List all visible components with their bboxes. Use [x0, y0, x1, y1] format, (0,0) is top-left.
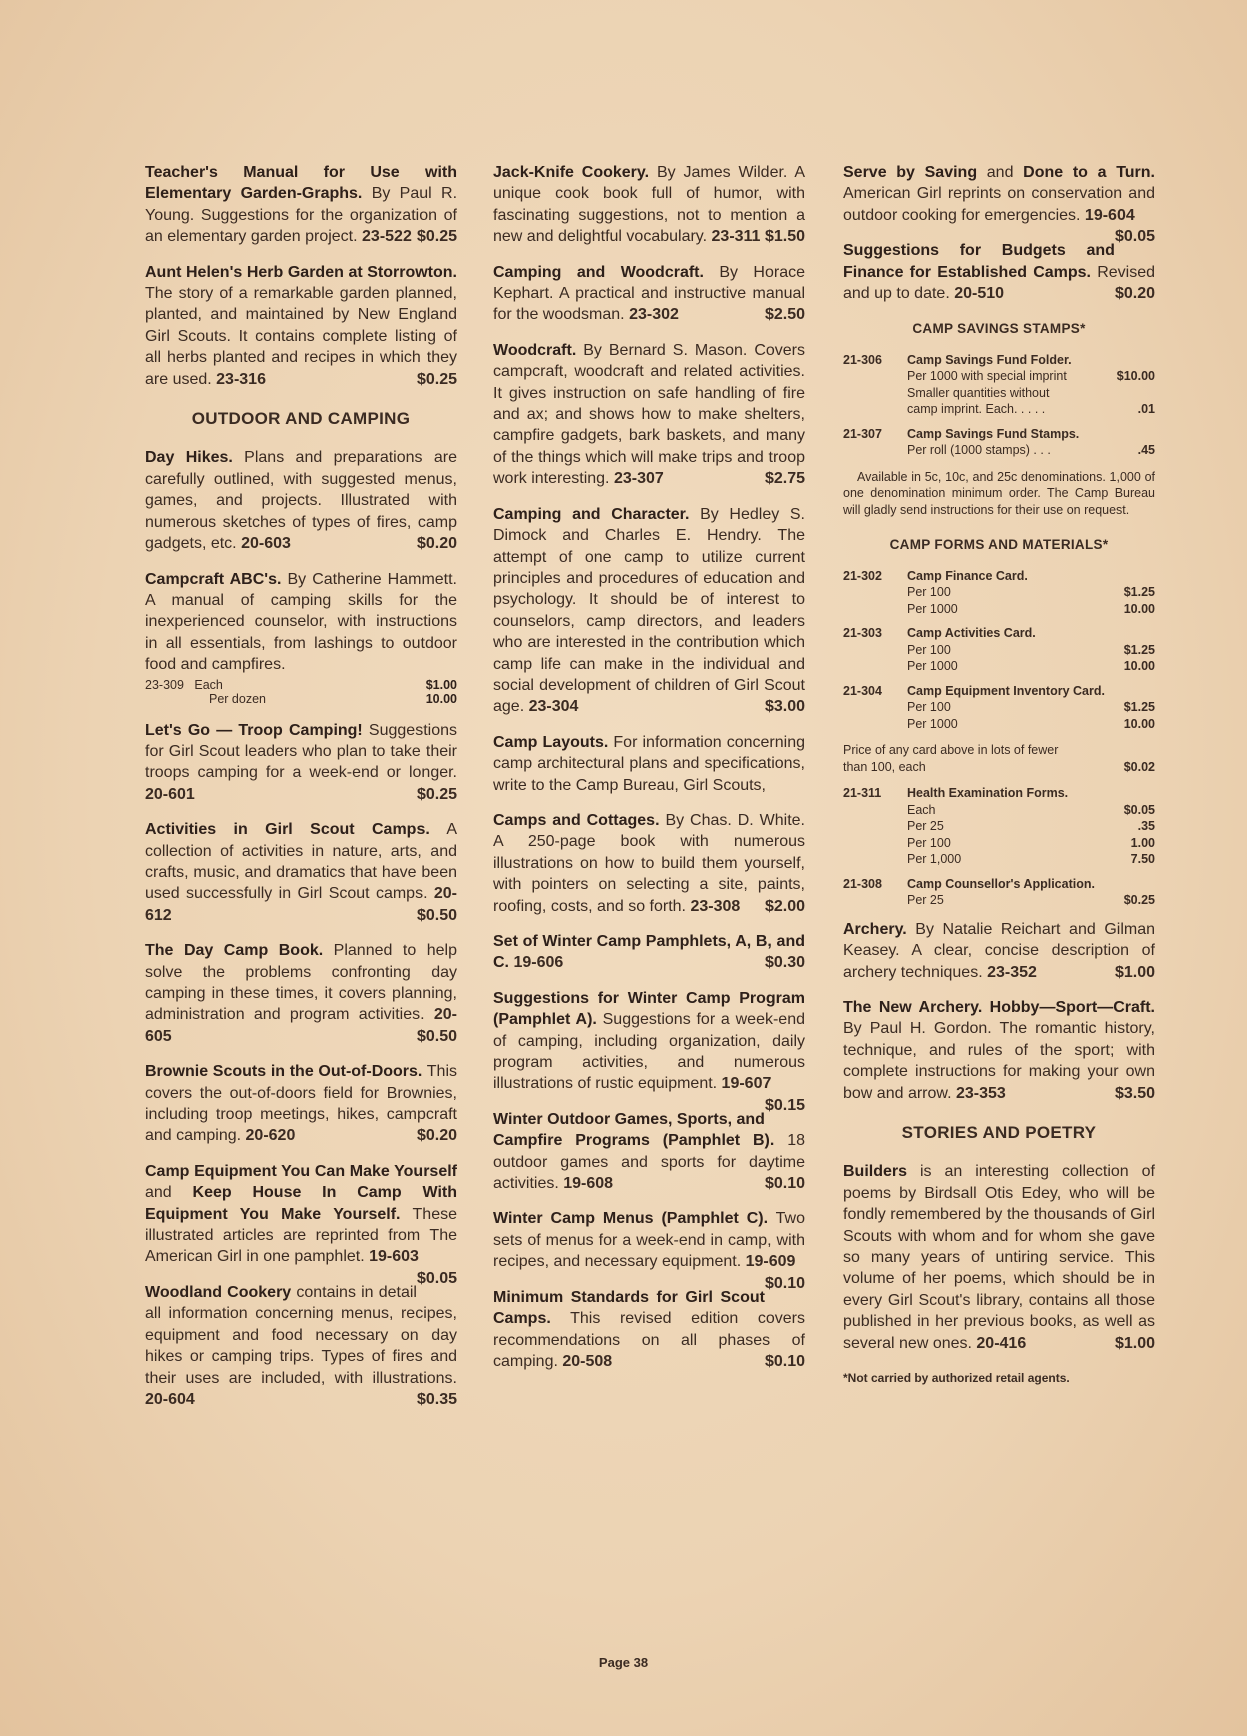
price-value: $10.00 [1116, 369, 1155, 384]
section-heading: CAMP SAVINGS STAMPS* [912, 321, 1086, 337]
price-list-title [843, 568, 1155, 585]
catalog-entry [493, 1208, 806, 1292]
entry-code: 23-353 [955, 1084, 1006, 1102]
price-row [843, 892, 1155, 909]
price-value: 10.00 [1123, 659, 1155, 674]
price-label: Per 1,000 [907, 852, 962, 867]
lot-price-value: $0.02 [1123, 759, 1155, 774]
price-label: camp imprint. Each. . . . . [907, 402, 1046, 417]
price-value: .01 [1137, 402, 1155, 417]
price-list-title [843, 625, 1155, 642]
entry-code: 23-311 [711, 228, 761, 246]
entry-description: Two sets of menus for a week-end in camp, with recipes, and necessary equipment. [493, 1210, 806, 1271]
price-value: $1.25 [1123, 585, 1155, 600]
entry-title: Keep House In Camp With Equipment You Make Yourself. [145, 1184, 457, 1223]
price-label: Per 100 [907, 642, 951, 657]
entry-code: 19-609 [745, 1253, 796, 1271]
entry-description: By Bernard S. Mason. Covers campcraft, woodcraft and related activities. It gives instruction on safe handling of fire and ax; and shows how to make shelters, campfire gadgets, bark baskets, and many of the things which will make trips and troop work interesting. [493, 341, 805, 488]
entry-title: Woodcraft. [493, 341, 577, 359]
entry-price: $1.00 [1114, 963, 1155, 981]
price-label: Per roll (1000 stamps) . . . [907, 443, 1051, 458]
footnote: *Not carried by authorized retail agents. [843, 1371, 1070, 1386]
entry-price: $3.50 [1114, 1084, 1155, 1102]
price-value: .35 [1137, 819, 1155, 834]
option-label: Per dozen [209, 691, 266, 706]
entry-code: 20-605 [145, 1006, 457, 1045]
item-title: Camp Equipment Inventory Card. [907, 683, 1105, 698]
price-value: $1.25 [1123, 700, 1155, 715]
price-row [843, 584, 1155, 601]
entry-title: Serve by Saving [843, 164, 978, 181]
entry-description: By Paul R. Young. Suggestions for the organization of an elementary garden project. [145, 185, 458, 246]
entry-title: Activities in Girl Scout Camps. [145, 821, 430, 839]
price-value: 1.00 [1130, 835, 1155, 850]
catalog-entry [145, 819, 457, 926]
entry-code: 19-608 [563, 1175, 614, 1193]
entry-price: $0.25 [416, 228, 457, 246]
entry-code: 19-604 [1084, 206, 1135, 224]
price-list-title [843, 785, 1155, 802]
entry-price: $0.25 [416, 785, 457, 803]
catalog-entry [843, 162, 1155, 246]
catalog-entry [493, 1109, 805, 1195]
price-list-group [843, 683, 1155, 733]
entry-description: This covers the out-of-doors field for Brownies, including troop meetings, hikes, campcraft and camping. [145, 1063, 457, 1145]
catalog-entry [493, 931, 805, 974]
entry-title: Aunt Helen's Herb Garden at Storrowton. [145, 263, 457, 281]
catalog-entry [493, 732, 805, 796]
catalog-entry [493, 988, 805, 1114]
item-title: Camp Counsellor's Application. [907, 876, 1095, 891]
entry-description: Plans and preparations are carefully outlined, with suggested menus, games, and projects. Illustrated with numerous sketches of types of fires, camp gadgets, etc. [145, 449, 458, 553]
price-value: 10.00 [1123, 716, 1155, 731]
item-code: 21-307 [843, 426, 882, 441]
price-label: Per 100 [907, 585, 951, 600]
entry-title: Winter Outdoor Games, Sports, and Campfire Programs (Pamphlet B). [493, 1110, 775, 1150]
entry-description: is an interesting collection of poems by Birdsall Otis Edey, who will be fondly remembered by the thousands of Girl Scouts with whom and for whom she gave so many years of untiring service. This volume of her poems, which should be in every Girl Scout's library, contains all those published in her previous books, as well as several new ones. [843, 1163, 1155, 1352]
price-list-group [843, 785, 1155, 868]
entry-title: Brownie Scouts in the Out-of-Doors. [145, 1063, 423, 1081]
entry-title: Suggestions for Budgets and Finance for Established Camps. [843, 242, 1115, 281]
price-option-row [145, 678, 457, 692]
price-value: .45 [1137, 443, 1155, 458]
entry-description: Suggestions for a week-end of camping, including organization, daily program activities, and numerous illustrations of rustic equipment. [493, 1011, 805, 1093]
entry-title: Camp Equipment You Can Make Yourself [145, 1162, 457, 1180]
price-label: Per 1000 [907, 601, 958, 616]
entry-description: By Natalie Reichart and Gilman Keasey. A clear, concise description of archery techniques. [843, 920, 1155, 981]
entry-code: 19-607 [721, 1075, 772, 1093]
price-label: Per 25 [907, 893, 944, 908]
entry-code: 20-510 [954, 285, 1005, 303]
entry-code: 19-606 [513, 954, 564, 972]
entry-description: and [977, 164, 1024, 181]
catalog-entry [145, 720, 457, 806]
item-title: Camp Activities Card. [907, 626, 1036, 641]
entry-description: By Horace Kephart. A practical and instructive manual for the woodsman. [493, 263, 805, 324]
entry-price: $3.00 [764, 698, 805, 716]
price-option-row [145, 692, 457, 706]
option-label-text: Each [194, 677, 223, 692]
section-heading: STORIES AND POETRY [901, 1123, 1097, 1142]
entry-code: 19-603 [369, 1248, 419, 1266]
entry-title: Done to a Turn. [1023, 164, 1155, 181]
entry-price: $2.50 [764, 306, 805, 324]
entry-title: Camping and Woodcraft. [493, 263, 704, 281]
entry-title: Woodland Cookery [145, 1283, 292, 1301]
entry-code: 20-508 [562, 1352, 613, 1370]
catalog-entry [145, 162, 457, 248]
catalog-entry [843, 919, 1155, 983]
entry-description: and [145, 1184, 193, 1202]
price-list-group [843, 352, 1155, 418]
entry-code: 23-307 [613, 470, 664, 488]
catalog-entry [145, 1161, 457, 1287]
entry-description: These illustrated articles are reprinted from The American Girl in one pamphlet. [145, 1205, 457, 1266]
price-row [843, 802, 1155, 819]
entry-title: Day Hikes. [145, 449, 233, 467]
entry-description: By Chas. D. White. A 250-page book with numerous illustrations on how to build them yourself, with pointers on selecting a site, paints, roofing, costs, and so forth. [493, 811, 805, 915]
entry-title: The New Archery. Hobby—Sport—Craft. [843, 998, 1155, 1016]
catalog-entry [145, 1282, 457, 1410]
lot-price-note [843, 742, 1155, 775]
entry-description: Planned to help solve the problems confronting day camping in these times, it covers planning, administration and program activities. [145, 942, 457, 1024]
entry-price: $1.00 [1114, 1334, 1155, 1352]
item-code: 21-311 [843, 786, 882, 801]
price-label: Per 25 [907, 819, 944, 834]
entry-price: $0.05 [416, 1269, 457, 1287]
catalog-entry [145, 569, 457, 706]
price-row [843, 835, 1155, 852]
catalog-entry [493, 162, 805, 248]
item-title: Camp Finance Card. [907, 568, 1028, 583]
price-list [843, 785, 1155, 909]
catalog-entry [843, 240, 1155, 304]
catalog-entry [493, 1287, 805, 1373]
price-row [843, 385, 1155, 402]
price-row [843, 699, 1155, 716]
entry-description: A collection of activities in nature, arts, and crafts, music, and dramatics that have been used successfully in Girl Scout camps. [145, 821, 457, 903]
price-list-group [843, 426, 1155, 459]
item-code: 21-308 [843, 876, 882, 891]
entry-price: $0.35 [416, 1390, 457, 1408]
item-title: Camp Savings Fund Stamps. [907, 426, 1080, 441]
catalog-entry [145, 447, 457, 554]
price-row [843, 642, 1155, 659]
entry-code: 23-309 [145, 677, 184, 692]
catalog-entry [843, 997, 1155, 1104]
price-value: $1.25 [1123, 642, 1155, 657]
entry-description: American Girl reprints on conservation and outdoor cooking for emergencies. [843, 185, 1155, 224]
entry-price: $0.50 [416, 1027, 457, 1045]
page-number: Page 38 [598, 1655, 649, 1670]
entry-code: 23-522 [362, 228, 412, 246]
entry-title: Teacher's Manual for Use with Elementary Garden-Graphs. [145, 164, 457, 203]
entry-price: $2.75 [764, 470, 805, 488]
entry-code: 23-304 [528, 698, 579, 716]
catalog-entry [145, 940, 457, 1047]
column-middle [493, 162, 805, 1386]
price-list-group [843, 568, 1155, 618]
price-label: Each [907, 802, 936, 817]
price-list [843, 568, 1155, 733]
price-row [843, 442, 1155, 459]
entry-code: 23-302 [629, 306, 679, 324]
entry-code: 20-416 [976, 1334, 1027, 1352]
price-row [843, 818, 1155, 835]
entry-title: Camps and Cottages. [493, 811, 660, 829]
entry-description: contains in detail all information concerning menus, recipes, equipment and food necessary on day hikes or camping trips. Types of fires and their uses are included, with illustrations. [145, 1283, 457, 1387]
entry-description: By Catherine Hammett. A manual of camping skills for the inexperienced counselor, with instructions in all essentials, from lashings to outdoor food and campfires. [145, 570, 457, 674]
price-value: $0.25 [1123, 893, 1155, 908]
entry-description: Suggestions for Girl Scout leaders who plan to take their troops camping for a week-end or longer. [145, 721, 457, 782]
item-title: Camp Savings Fund Folder. [907, 352, 1072, 367]
catalog-entry [493, 810, 805, 917]
catalog-entry [145, 262, 457, 390]
section-heading: CAMP FORMS AND MATERIALS* [889, 537, 1109, 553]
entry-title: Jack-Knife Cookery. [493, 164, 650, 181]
price-row [843, 368, 1155, 385]
price-label: Per 100 [907, 835, 951, 850]
entry-description: This revised edition covers recommendations on all phases of camping. [493, 1310, 805, 1370]
price-list-title [843, 876, 1155, 893]
price-list-title [843, 683, 1155, 700]
item-code: 21-302 [843, 568, 882, 583]
catalog-entry [493, 340, 805, 490]
entry-description: By James Wilder. A unique cook book full of humor, with fascinating suggestions, not to mention a new and delightful vocabulary. [493, 164, 806, 246]
entry-price: $1.50 [764, 228, 805, 246]
price-list [843, 352, 1155, 459]
entry-title: Minimum Standards for Girl Scout Camps. [493, 1288, 765, 1328]
entry-title: Let's Go — Troop Camping! [145, 721, 363, 739]
entry-title: Set of Winter Camp Pamphlets, A, B, and C. [493, 933, 805, 972]
entry-price: $0.50 [416, 906, 457, 924]
price-label: Per 1000 with special imprint [907, 369, 1067, 384]
entry-price: $0.30 [764, 954, 805, 972]
entry-title: Campcraft ABC's. [145, 570, 282, 588]
entry-price: $0.10 [764, 1175, 805, 1193]
catalog-entry [493, 504, 805, 718]
entry-code: 20-603 [241, 535, 291, 553]
entry-description: By Paul H. Gordon. The romantic history, technique, and rules of the sport; with complete instructions for making your own bow and arrow. [843, 1020, 1155, 1102]
entry-description: Revised and up to date. [843, 263, 1156, 303]
entry-title: Winter Camp Menus (Pamphlet C). [493, 1210, 769, 1228]
section-heading: OUTDOOR AND CAMPING [191, 409, 411, 429]
entry-price: $0.20 [416, 535, 457, 553]
price-row [843, 401, 1155, 418]
price-row [843, 658, 1155, 675]
lot-price-text: Price of any card above in lots of fewer than 100, each [843, 743, 1059, 774]
entry-title: Camp Layouts. [493, 733, 609, 751]
entry-price: $0.15 [764, 1096, 805, 1114]
option-price: 10.00 [425, 691, 457, 706]
price-row [843, 716, 1155, 733]
item-title: Health Examination Forms. [907, 786, 1069, 801]
item-code: 21-303 [843, 626, 882, 641]
price-value: $0.05 [1123, 802, 1155, 817]
price-list-group [843, 876, 1155, 909]
entry-code: 20-601 [145, 785, 195, 803]
column-left [145, 162, 457, 1424]
entry-title: Builders [843, 1163, 908, 1181]
entry-description: By Hedley S. Dimock and Charles E. Hendry. The attempt of one camp to utilize current principles and procedures of education and psychology. It should be of interest to counselors, camp directors, and leaders who are interested in the contribution which camp life can make in the individual and social development of children of Girl Scout age. [493, 505, 805, 716]
entry-description: For information concerning camp architectural plans and specifications, write to the Camp Bureau, Girl Scouts, [493, 733, 805, 794]
entry-title: The Day Camp Book. [145, 942, 324, 960]
option-price: $1.00 [425, 677, 457, 692]
entry-code: 23-352 [987, 963, 1037, 981]
catalog-entry [843, 1161, 1155, 1354]
entry-price: $0.20 [1114, 285, 1155, 303]
price-options [145, 678, 457, 706]
price-row [843, 601, 1155, 618]
item-code: 21-304 [843, 683, 882, 698]
entry-code: 20-620 [245, 1127, 296, 1145]
entry-description: 18 outdoor games and sports for daytime activities. [493, 1132, 805, 1193]
entry-price: $0.10 [764, 1274, 805, 1292]
price-label: Per 1000 [907, 659, 958, 674]
note-text: Available in 5c, 10c, and 25c denominations. 1,000 of one denomination minimum order. The Camp Bureau will gladly send instructions for their use on request. [843, 469, 1155, 517]
item-code: 21-306 [843, 352, 882, 367]
entry-code: 23-308 [690, 897, 741, 915]
price-list-title [843, 426, 1155, 443]
catalog-entry [493, 262, 805, 326]
entry-price: $0.10 [764, 1352, 805, 1370]
price-row [843, 851, 1155, 868]
entry-title: Camping and Character. [493, 505, 690, 523]
entry-price: $0.20 [416, 1127, 457, 1145]
entry-title: Suggestions for Winter Camp Program (Pamphlet A). [493, 989, 805, 1029]
column-right [843, 162, 1155, 1389]
price-list-group [843, 625, 1155, 675]
entry-description: The story of a remarkable garden planned, planted, and maintained by New England Girl Scouts. It contains complete listing of all herbs planted and recipes in which they are used. [145, 285, 457, 388]
entry-code: 20-612 [145, 885, 457, 924]
entry-price: $0.25 [416, 370, 457, 388]
catalog-entry [145, 1061, 457, 1147]
entry-price: $2.00 [764, 897, 805, 915]
price-label: Per 100 [907, 700, 951, 715]
price-value: 10.00 [1123, 601, 1155, 616]
entry-code: 23-316 [216, 370, 266, 388]
entry-code: 20-604 [145, 1390, 195, 1408]
price-list-title [843, 352, 1155, 369]
entry-title: Archery. [843, 920, 907, 938]
price-value: 7.50 [1130, 852, 1155, 867]
entry-price: $0.05 [1114, 228, 1155, 246]
price-label: Smaller quantities without [907, 385, 1050, 400]
option-label [145, 678, 223, 692]
price-label: Per 1000 [907, 716, 958, 731]
